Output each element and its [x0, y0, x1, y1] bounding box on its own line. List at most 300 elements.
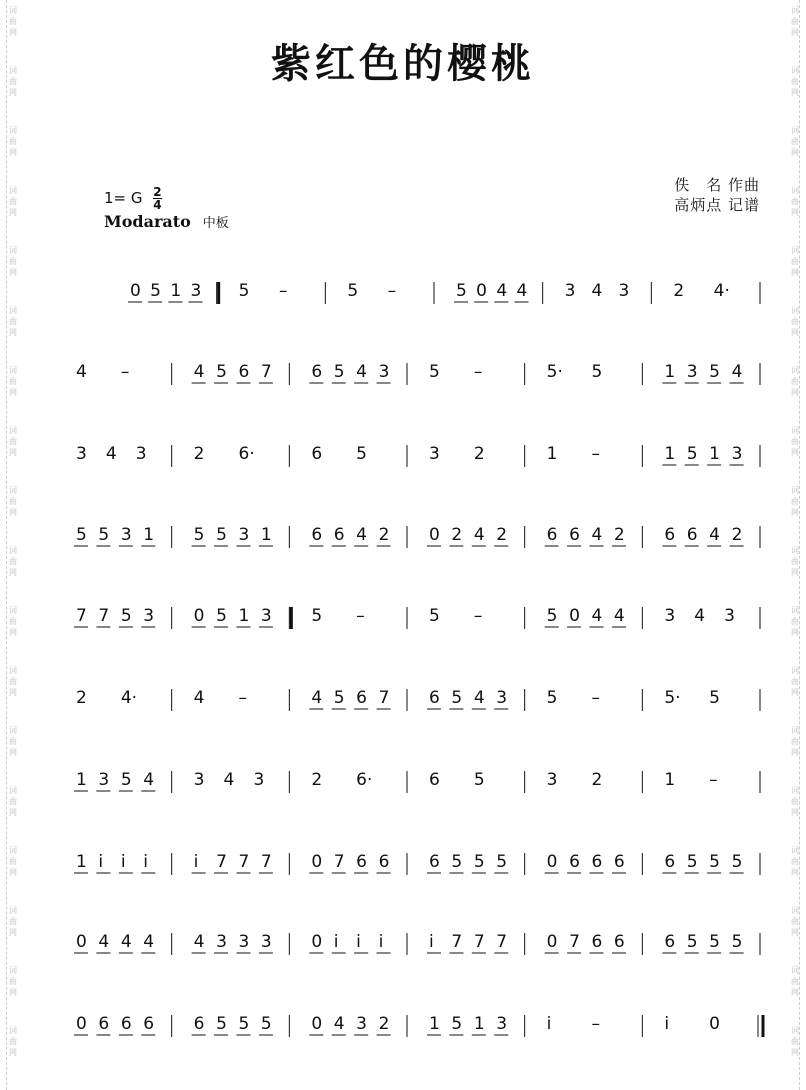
- note-digit: –: [120, 362, 130, 382]
- note-digit: –: [387, 281, 397, 301]
- note-digit: 2: [378, 525, 390, 545]
- side-watermark-char: 网: [9, 1048, 17, 1057]
- note-digit: 3: [260, 606, 272, 626]
- side-watermark-char: 词: [9, 546, 17, 555]
- note-digit: 2: [76, 688, 87, 708]
- note-digit: 6·: [238, 444, 255, 464]
- note-digit: 4: [143, 770, 155, 790]
- side-watermark-char: 词: [791, 366, 799, 375]
- note-digit: 5: [709, 852, 720, 872]
- side-watermark-char: 词: [9, 486, 17, 495]
- note-digit: 2: [473, 444, 485, 464]
- note-digit: 1: [238, 606, 250, 626]
- side-watermark-char: 词: [9, 786, 17, 795]
- note-digit: 5: [193, 525, 205, 545]
- note-digit: 5: [591, 362, 603, 382]
- note-digit: 6: [120, 1014, 132, 1034]
- side-watermark-char: 曲: [9, 977, 17, 986]
- note-digit: 2: [311, 770, 323, 790]
- side-watermark-char: 词: [9, 306, 17, 315]
- note-digit: 6: [429, 688, 440, 708]
- side-watermark-char: 网: [791, 88, 799, 97]
- note-digit: 3: [76, 444, 87, 464]
- note-digit: 5: [456, 281, 467, 301]
- note-digit: 3: [98, 770, 110, 790]
- side-watermark-char: 网: [9, 568, 17, 577]
- side-watermark-char: 曲: [9, 557, 17, 566]
- note-digit: 4: [473, 688, 485, 708]
- note-digit: 4: [120, 932, 132, 952]
- note-digit: 6: [311, 525, 323, 545]
- note-digit: 3: [193, 770, 205, 790]
- note-digit: 4: [143, 932, 155, 952]
- side-watermark-char: 词: [791, 906, 799, 915]
- side-watermark-char: 曲: [9, 497, 17, 506]
- side-watermark-char: 词: [9, 606, 17, 615]
- note-digit: 4: [591, 281, 603, 301]
- note-digit: 7: [76, 606, 87, 626]
- side-watermark-char: 词: [9, 246, 17, 255]
- note-digit: 5: [216, 362, 227, 382]
- note-digit: 4·: [713, 281, 730, 301]
- note-digit: –: [709, 770, 718, 790]
- note-digit: 1: [429, 1014, 440, 1034]
- side-watermark-char: 网: [791, 388, 799, 397]
- note-digit: 4: [76, 362, 87, 382]
- side-watermark-char: 网: [791, 568, 799, 577]
- side-watermark-char: 曲: [9, 377, 17, 386]
- side-watermark-char: 网: [9, 748, 17, 757]
- side-watermark-char: 曲: [9, 677, 17, 686]
- note-digit: 5: [709, 362, 720, 382]
- note-digit: 5: [709, 688, 720, 708]
- note-digit: 7: [98, 606, 110, 626]
- note-digit: 6: [613, 932, 625, 952]
- note-digit: 7: [216, 852, 227, 872]
- side-watermark-char: 曲: [791, 557, 799, 566]
- side-watermark-char: 曲: [9, 137, 17, 146]
- side-watermark-char: 网: [791, 148, 799, 157]
- side-watermark-char: 词: [9, 966, 17, 975]
- side-watermark-char: 词: [9, 126, 17, 135]
- note-digit: 3: [564, 281, 576, 301]
- side-watermark-char: 词: [9, 6, 17, 15]
- side-watermark-char: 词: [791, 546, 799, 555]
- note-digit: 6: [143, 1014, 155, 1034]
- side-watermark-char: 曲: [791, 1037, 799, 1046]
- note-digit: i: [120, 852, 126, 872]
- side-watermark-char: 网: [9, 508, 17, 517]
- transcriber-credit: 高炳点 记谱: [674, 196, 760, 214]
- note-digit: 7: [238, 852, 250, 872]
- note-digit: 2: [591, 770, 603, 790]
- note-digit: 5: [451, 1014, 463, 1034]
- note-digit: 6: [686, 525, 698, 545]
- note-digit: 7: [569, 932, 580, 952]
- note-digit: 5: [120, 606, 132, 626]
- note-digit: 7: [260, 852, 272, 872]
- note-digit: 3: [731, 444, 743, 464]
- note-digit: –: [356, 606, 365, 626]
- side-watermark-char: 曲: [9, 617, 17, 626]
- note-digit: 7: [473, 932, 485, 952]
- note-digit: 4: [591, 525, 603, 545]
- note-digit: 3: [618, 281, 630, 301]
- note-digit: 6: [664, 852, 676, 872]
- note-digit: 6: [664, 932, 676, 952]
- side-watermark-char: 网: [791, 748, 799, 757]
- note-digit: 0: [76, 932, 87, 952]
- note-digit: 3: [238, 932, 250, 952]
- note-digit: 3: [238, 525, 250, 545]
- side-watermark-char: 网: [791, 1048, 799, 1057]
- note-digit: 3: [378, 362, 390, 382]
- note-digit: 4: [333, 1014, 345, 1034]
- note-digit: 5: [333, 688, 345, 708]
- side-watermark-char: 网: [9, 268, 17, 277]
- note-digit: 0: [546, 852, 558, 872]
- side-watermark-char: 网: [9, 448, 17, 457]
- note-digit: 2: [378, 1014, 390, 1034]
- note-digit: 4: [311, 688, 323, 708]
- note-digit: 5: [76, 525, 87, 545]
- side-watermark-char: 词: [791, 126, 799, 135]
- side-watermark-char: 词: [9, 906, 17, 915]
- time-sig-bottom: 4: [153, 198, 162, 212]
- note-digit: 6: [311, 362, 323, 382]
- note-digit: 3: [260, 932, 272, 952]
- note-digit: 4: [105, 444, 117, 464]
- note-digit: 3: [496, 688, 508, 708]
- note-digit: 6·: [356, 770, 373, 790]
- side-watermark-char: 网: [791, 448, 799, 457]
- note-digit: 4: [496, 281, 508, 301]
- note-digit: 5: [347, 281, 359, 301]
- note-digit: 0: [311, 852, 323, 872]
- side-watermark-char: 网: [791, 328, 799, 337]
- note-digit: 5: [546, 606, 558, 626]
- note-digit: 5: [473, 852, 485, 872]
- note-digit: 4: [709, 525, 720, 545]
- note-digit: 0: [311, 1014, 323, 1034]
- note-digit: 5: [98, 525, 110, 545]
- side-watermark-char: 网: [9, 148, 17, 157]
- side-watermark-char: 曲: [9, 857, 17, 866]
- side-watermark-char: 曲: [791, 317, 799, 326]
- note-digit: 3: [216, 932, 227, 952]
- note-digit: 6: [193, 1014, 205, 1034]
- note-digit: 5: [546, 688, 558, 708]
- note-digit: 5: [429, 362, 440, 382]
- note-digit: 2: [496, 525, 508, 545]
- note-digit: 5: [333, 362, 345, 382]
- side-watermark-char: 网: [791, 628, 799, 637]
- note-digit: 4: [98, 932, 110, 952]
- side-watermark-char: 曲: [791, 197, 799, 206]
- note-digit: 5: [731, 852, 743, 872]
- song-title: 紫红色的樱桃: [271, 41, 535, 87]
- side-watermark-char: 词: [791, 246, 799, 255]
- note-digit: 7: [496, 932, 508, 952]
- side-watermark-char: 网: [9, 328, 17, 337]
- note-digit: 3: [190, 281, 202, 301]
- note-digit: 0: [546, 932, 558, 952]
- note-digit: 5: [150, 281, 161, 301]
- note-digit: 6: [238, 362, 250, 382]
- note-digit: 6: [546, 525, 558, 545]
- note-digit: 5: [686, 444, 698, 464]
- note-digit: 7: [451, 932, 463, 952]
- note-digit: 4: [516, 281, 528, 301]
- side-watermark-char: 网: [9, 628, 17, 637]
- side-watermark-char: 曲: [9, 437, 17, 446]
- note-digit: 6: [569, 852, 580, 872]
- note-digit: 2: [193, 444, 205, 464]
- note-digit: 5: [260, 1014, 272, 1034]
- note-digit: 5: [473, 770, 485, 790]
- note-digit: –: [591, 444, 600, 464]
- note-digit: 3: [253, 770, 265, 790]
- side-watermark-char: 网: [791, 688, 799, 697]
- note-digit: 0: [476, 281, 487, 301]
- note-digit: 2: [673, 281, 685, 301]
- note-digit: 0: [130, 281, 141, 301]
- time-sig-top: 2: [153, 185, 162, 199]
- note-digit: 4·: [120, 688, 138, 708]
- side-watermark-char: 曲: [9, 17, 17, 26]
- side-watermark-char: 词: [791, 6, 799, 15]
- note-digit: 4: [193, 362, 205, 382]
- note-digit: i: [98, 852, 104, 872]
- note-digit: 1: [664, 444, 676, 464]
- note-digit: 5: [709, 932, 720, 952]
- side-watermark-char: 网: [791, 508, 799, 517]
- side-watermark-char: 曲: [791, 77, 799, 86]
- note-digit: i: [429, 932, 434, 952]
- note-digit: 5: [429, 606, 440, 626]
- side-watermark-char: 网: [9, 988, 17, 997]
- note-digit: 6: [429, 852, 440, 872]
- side-watermark-char: 网: [9, 808, 17, 817]
- side-watermark-char: 网: [9, 928, 17, 937]
- side-watermark-char: 曲: [791, 257, 799, 266]
- note-digit: 4: [613, 606, 625, 626]
- side-watermark-char: 曲: [9, 1037, 17, 1046]
- side-watermark-char: 网: [791, 28, 799, 37]
- note-digit: 4: [193, 932, 205, 952]
- note-digit: i: [378, 932, 384, 952]
- side-watermark-char: 曲: [9, 317, 17, 326]
- composer-credit: 佚 名 作曲: [674, 176, 760, 194]
- side-watermark-char: 词: [9, 1026, 17, 1035]
- note-digit: 1: [664, 770, 676, 790]
- side-watermark-char: 词: [791, 666, 799, 675]
- side-watermark-char: 曲: [9, 797, 17, 806]
- note-digit: 4: [731, 362, 743, 382]
- side-watermark-char: 曲: [9, 197, 17, 206]
- note-digit: 3: [664, 606, 676, 626]
- note-digit: i: [664, 1014, 670, 1034]
- side-watermark-char: 曲: [9, 257, 17, 266]
- side-watermark-char: 词: [9, 846, 17, 855]
- side-watermark-char: 词: [791, 486, 799, 495]
- note-digit: 6: [429, 770, 440, 790]
- side-watermark-char: 词: [791, 726, 799, 735]
- note-digit: 0: [709, 1014, 720, 1034]
- side-watermark-char: 网: [791, 268, 799, 277]
- key-label: 1= G: [104, 189, 143, 207]
- note-digit: 6: [98, 1014, 110, 1034]
- side-watermark-char: 曲: [791, 797, 799, 806]
- note-digit: 3: [120, 525, 132, 545]
- note-digit: 6: [591, 932, 603, 952]
- side-watermark-char: 网: [9, 388, 17, 397]
- side-watermark-char: 曲: [791, 737, 799, 746]
- note-digit: 3: [356, 1014, 367, 1034]
- note-digit: 3: [143, 606, 155, 626]
- side-watermark-char: 网: [9, 28, 17, 37]
- note-digit: 7: [333, 852, 345, 872]
- note-digit: 6: [333, 525, 345, 545]
- side-watermark-char: 网: [791, 988, 799, 997]
- side-watermark-char: 网: [9, 88, 17, 97]
- note-digit: 3: [686, 362, 698, 382]
- note-digit: –: [473, 606, 483, 626]
- note-digit: 3: [429, 444, 440, 464]
- note-digit: 4: [356, 362, 367, 382]
- note-digit: –: [238, 688, 247, 708]
- note-digit: 4: [591, 606, 603, 626]
- side-watermark-char: 曲: [791, 377, 799, 386]
- side-watermark-char: 词: [9, 666, 17, 675]
- note-digit: –: [279, 281, 288, 301]
- note-digit: –: [473, 362, 483, 382]
- side-watermark-char: 词: [791, 846, 799, 855]
- note-digit: 1: [473, 1014, 485, 1034]
- note-digit: i: [546, 1014, 552, 1034]
- note-digit: 1: [664, 362, 676, 382]
- side-watermark-char: 曲: [791, 497, 799, 506]
- note-digit: 0: [311, 932, 323, 952]
- note-digit: 5: [216, 606, 227, 626]
- side-watermark-char: 词: [9, 186, 17, 195]
- note-digit: 0: [569, 606, 580, 626]
- side-watermark-char: 曲: [9, 77, 17, 86]
- note-digit: 5: [238, 281, 250, 301]
- note-digit: –: [591, 688, 600, 708]
- note-digit: 1: [76, 770, 87, 790]
- tempo-label: Modarato: [104, 212, 191, 231]
- note-digit: 6: [311, 444, 323, 464]
- note-digit: i: [333, 932, 339, 952]
- note-digit: 0: [76, 1014, 87, 1034]
- note-digit: 3: [724, 606, 735, 626]
- note-digit: 3: [135, 444, 147, 464]
- side-watermark-char: 词: [791, 1026, 799, 1035]
- side-watermark-char: 词: [791, 786, 799, 795]
- note-digit: 5: [356, 444, 367, 464]
- note-digit: i: [356, 932, 361, 952]
- note-digit: 1: [76, 852, 87, 872]
- note-digit: 6: [569, 525, 580, 545]
- side-watermark-char: 词: [791, 606, 799, 615]
- side-watermark-char: 词: [791, 306, 799, 315]
- note-digit: 3: [546, 770, 558, 790]
- note-digit: 6: [356, 688, 367, 708]
- side-watermark-char: 词: [9, 66, 17, 75]
- side-watermark-char: 网: [791, 928, 799, 937]
- side-watermark-char: 词: [791, 966, 799, 975]
- note-digit: 5: [451, 852, 463, 872]
- note-digit: 7: [378, 688, 390, 708]
- note-digit: 1: [709, 444, 720, 464]
- note-digit: i: [193, 852, 199, 872]
- side-watermark-char: 网: [791, 808, 799, 817]
- side-watermark-char: 曲: [791, 917, 799, 926]
- note-digit: 2: [731, 525, 743, 545]
- note-digit: 5: [686, 852, 698, 872]
- note-digit: 4: [223, 770, 235, 790]
- side-watermark-char: 网: [791, 868, 799, 877]
- note-digit: 5: [216, 1014, 227, 1034]
- side-watermark-char: 词: [9, 726, 17, 735]
- side-watermark-char: 曲: [791, 137, 799, 146]
- note-digit: 6: [613, 852, 625, 872]
- note-digit: 4: [694, 606, 706, 626]
- note-digit: 4: [356, 525, 367, 545]
- side-watermark-char: 词: [9, 426, 17, 435]
- note-digit: 6: [591, 852, 603, 872]
- side-watermark-char: 曲: [791, 857, 799, 866]
- note-digit: 2: [451, 525, 463, 545]
- note-digit: 6: [378, 852, 390, 872]
- note-digit: 1: [143, 525, 155, 545]
- side-watermark-char: 网: [791, 208, 799, 217]
- note-digit: 6: [356, 852, 367, 872]
- note-digit: 5: [216, 525, 227, 545]
- note-digit: 1: [546, 444, 558, 464]
- note-digit: 2: [613, 525, 625, 545]
- note-digit: 3: [496, 1014, 508, 1034]
- note-digit: –: [591, 1014, 600, 1034]
- side-watermark-char: 网: [9, 208, 17, 217]
- side-watermark-char: 曲: [791, 977, 799, 986]
- note-digit: 1: [260, 525, 272, 545]
- tempo-chinese: 中板: [202, 216, 229, 231]
- side-watermark-char: 曲: [791, 677, 799, 686]
- note-digit: 5·: [664, 688, 681, 708]
- note-digit: 5: [238, 1014, 250, 1034]
- note-digit: 5: [311, 606, 323, 626]
- side-watermark-char: 词: [791, 186, 799, 195]
- note-digit: 5: [451, 688, 463, 708]
- note-digit: 1: [170, 281, 182, 301]
- side-watermark-char: 网: [9, 868, 17, 877]
- side-watermark-char: 曲: [791, 437, 799, 446]
- side-watermark-char: 词: [791, 66, 799, 75]
- note-digit: 4: [193, 688, 205, 708]
- side-watermark-char: 曲: [791, 17, 799, 26]
- note-digit: 5: [686, 932, 698, 952]
- side-watermark-char: 曲: [9, 737, 17, 746]
- note-digit: 0: [193, 606, 205, 626]
- note-digit: 5·: [546, 362, 563, 382]
- note-digit: 5: [731, 932, 743, 952]
- note-digit: 6: [664, 525, 676, 545]
- side-watermark-char: 词: [791, 426, 799, 435]
- note-digit: 0: [429, 525, 440, 545]
- note-digit: i: [143, 852, 148, 872]
